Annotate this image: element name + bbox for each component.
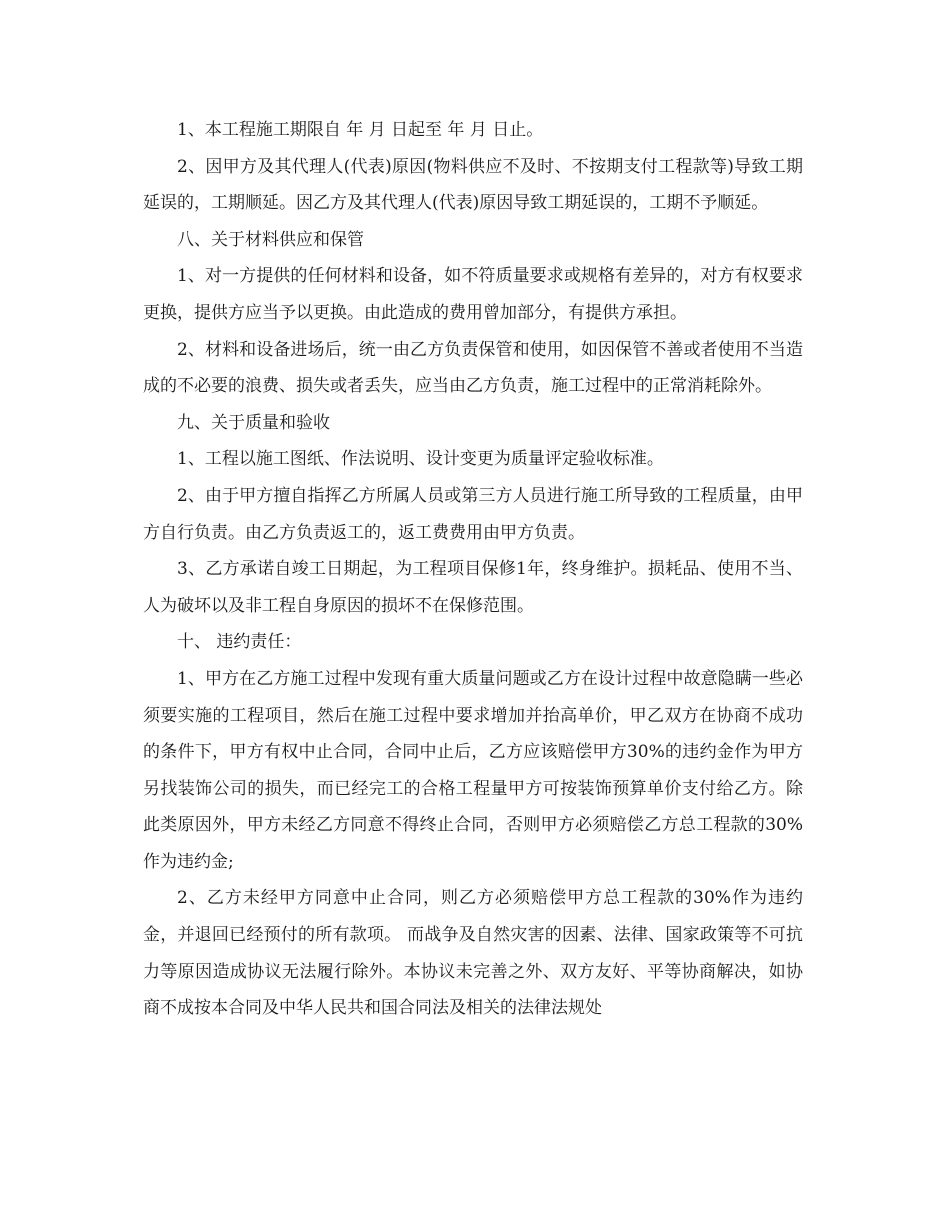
clause-7-2: 2、因甲方及其代理人(代表)原因(物料供应不及时、不按期支付工程款等)导致工期延误的，工期顺延。因乙方及其代理人(代表)原因导致工期延误的，工期不予顺延。 [143, 156, 803, 214]
section-heading-10: 十、 违约责任： [177, 632, 302, 653]
clause-9-3: 3、乙方承诺自竣工日期起，为工程项目保修1年，终身维护。损耗品、使用不当、人为破坏以及非工程自身原因的损坏不在保修范围。 [143, 559, 803, 616]
clause-10-2: 2、乙方未经甲方同意中止合同，则乙方必须赔偿甲方总工程款的30%作为违约金，并退回已经预付的所有款项。 而战争及自然灾害的因素、法律、国家政策等不可抗力等原因造成协议无法履行除外。本协议未完善之外、双方友好、平等协商解决，如协商不成按本合同及中华人民共和国合同法及相关的法律法规处 [143, 888, 803, 1019]
clause-8-2: 2、材料和设备进场后，统一由乙方负责保管和使用，如因保管不善或者使用不当造成的不必要的浪费、损失或者丢失，应当由乙方负责，施工过程中的正常消耗除外。 [143, 339, 803, 397]
section-heading-8: 八、关于材料供应和保管 [177, 229, 364, 250]
clause-9-1: 1、工程以施工图纸、作法说明、设计变更为质量评定验收标准。 [177, 449, 664, 470]
clause-10-1: 1、甲方在乙方施工过程中发现有重大质量问题或乙方在设计过程中故意隐瞒一些必须要实施的工程项目，然后在施工过程中要求增加并抬高单价，甲乙双方在协商不成功的条件下，甲方有权中止合同，合同中止后，乙方应该赔偿甲方30%的违约金作为甲方另找装饰公司的损失，而已经完工的合格工程量甲方可按装饰预算单价支付给乙方。除此类原因外，甲方未经乙方同意不得终止合同，否则甲方必须赔偿乙方总工程款的30%作为违约金; [143, 668, 803, 872]
section-heading-9: 九、关于质量和验收 [177, 412, 330, 433]
clause-9-2: 2、由于甲方擅自指挥乙方所属人员或第三方人员进行施工所导致的工程质量，由甲方自行负责。由乙方负责返工的，返工费费用由甲方负责。 [143, 485, 803, 543]
document-body [143, 112, 803, 1027]
clause-7-1: 1、本工程施工期限自 年 月 日起至 年 月 日止。 [177, 120, 544, 140]
clause-8-1: 1、对一方提供的任何材料和设备，如不符质量要求或规格有差异的，对方有权要求更换，提供方应当予以更换。由此造成的费用曾加部分，有提供方承担。 [143, 266, 803, 323]
